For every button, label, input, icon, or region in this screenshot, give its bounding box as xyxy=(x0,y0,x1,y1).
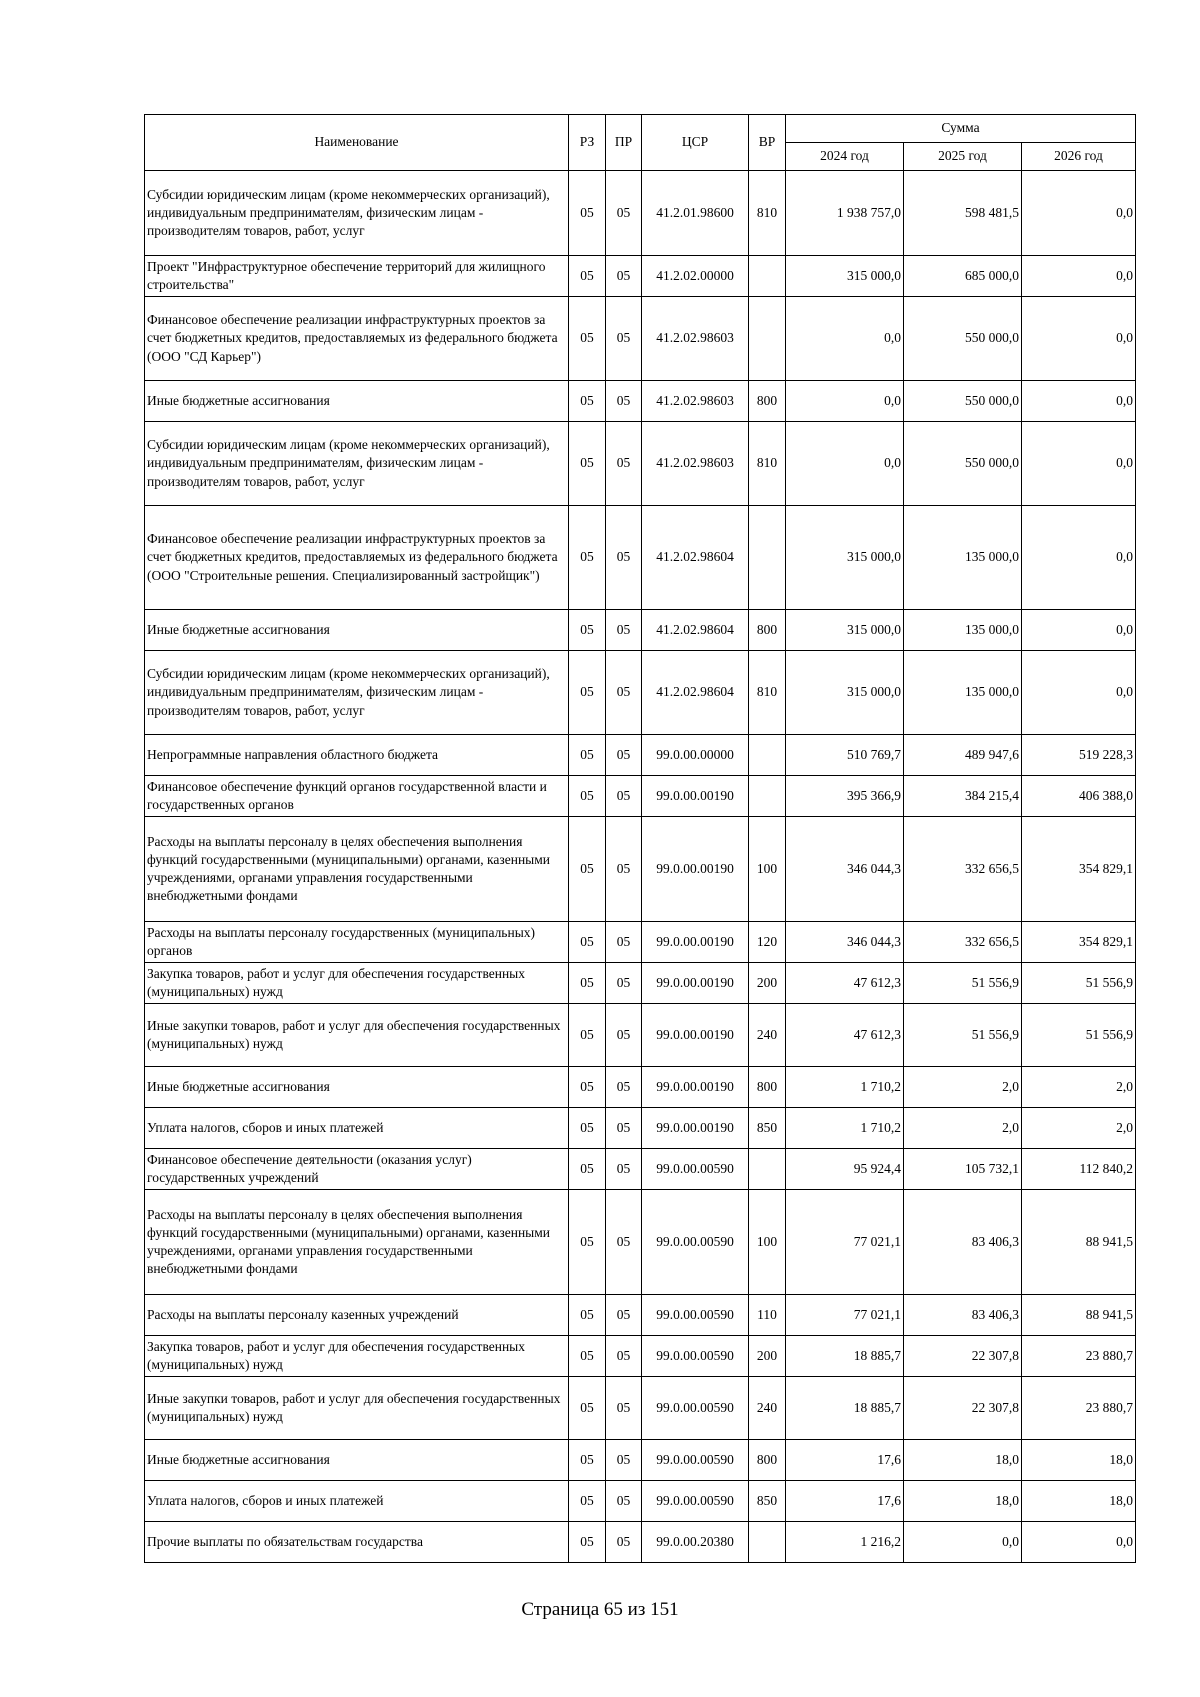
amount-2026-cell: 0,0 xyxy=(1022,651,1136,735)
vr-cell: 810 xyxy=(749,171,786,256)
rz-cell: 05 xyxy=(569,817,606,922)
page-number: Страница 65 из 151 xyxy=(521,1599,679,1620)
amount-2026-cell: 0,0 xyxy=(1022,171,1136,256)
pr-cell: 05 xyxy=(606,735,642,776)
amount-2025-cell: 0,0 xyxy=(904,1522,1022,1563)
rz-cell: 05 xyxy=(569,297,606,381)
vr-cell xyxy=(749,1149,786,1190)
row-name-cell: Уплата налогов, сборов и иных платежей xyxy=(145,1481,569,1522)
csr-cell: 41.2.02.98603 xyxy=(642,297,749,381)
row-name-cell: Иные закупки товаров, работ и услуг для обеспечения государственных (муниципальных) нужд xyxy=(145,1004,569,1067)
csr-cell: 99.0.00.00590 xyxy=(642,1295,749,1336)
amount-2026-cell: 112 840,2 xyxy=(1022,1149,1136,1190)
header-pr: ПР xyxy=(606,115,642,171)
amount-2025-cell: 598 481,5 xyxy=(904,171,1022,256)
csr-cell: 99.0.00.00190 xyxy=(642,1004,749,1067)
vr-cell: 800 xyxy=(749,610,786,651)
amount-2025-cell: 550 000,0 xyxy=(904,422,1022,506)
amount-2024-cell: 0,0 xyxy=(786,381,904,422)
amount-2026-cell: 0,0 xyxy=(1022,297,1136,381)
vr-cell: 810 xyxy=(749,651,786,735)
rz-cell: 05 xyxy=(569,1377,606,1440)
table-row xyxy=(145,171,1136,256)
pr-cell: 05 xyxy=(606,1336,642,1377)
rz-cell: 05 xyxy=(569,506,606,610)
vr-cell: 200 xyxy=(749,1336,786,1377)
vr-cell xyxy=(749,256,786,297)
pr-cell: 05 xyxy=(606,1067,642,1108)
pr-cell: 05 xyxy=(606,1440,642,1481)
amount-2025-cell: 550 000,0 xyxy=(904,381,1022,422)
vr-cell: 100 xyxy=(749,1190,786,1295)
amount-2025-cell: 550 000,0 xyxy=(904,297,1022,381)
rz-cell: 05 xyxy=(569,381,606,422)
table-body xyxy=(145,171,1136,1563)
table-row xyxy=(145,817,1136,922)
table-row xyxy=(145,963,1136,1004)
rz-cell: 05 xyxy=(569,1440,606,1481)
table-row xyxy=(145,1440,1136,1481)
amount-2026-cell: 2,0 xyxy=(1022,1108,1136,1149)
table-row xyxy=(145,1295,1136,1336)
row-name-cell: Субсидии юридическим лицам (кроме некоммерческих организаций), индивидуальным предпринимателям, физическим лицам - производителям товаров, работ, услуг xyxy=(145,171,569,256)
amount-2024-cell: 17,6 xyxy=(786,1481,904,1522)
amount-2026-cell: 0,0 xyxy=(1022,506,1136,610)
rz-cell: 05 xyxy=(569,610,606,651)
pr-cell: 05 xyxy=(606,817,642,922)
table-row xyxy=(145,1149,1136,1190)
amount-2026-cell: 0,0 xyxy=(1022,610,1136,651)
amount-2025-cell: 83 406,3 xyxy=(904,1295,1022,1336)
amount-2025-cell: 22 307,8 xyxy=(904,1377,1022,1440)
row-name-cell: Расходы на выплаты персоналу государственных (муниципальных) органов xyxy=(145,922,569,963)
csr-cell: 99.0.00.00000 xyxy=(642,735,749,776)
table-row xyxy=(145,1067,1136,1108)
pr-cell: 05 xyxy=(606,1149,642,1190)
amount-2026-cell: 406 388,0 xyxy=(1022,776,1136,817)
table-row xyxy=(145,422,1136,506)
pr-cell: 05 xyxy=(606,422,642,506)
amount-2024-cell: 77 021,1 xyxy=(786,1190,904,1295)
vr-cell: 800 xyxy=(749,1440,786,1481)
table-row xyxy=(145,297,1136,381)
amount-2026-cell: 2,0 xyxy=(1022,1067,1136,1108)
amount-2024-cell: 315 000,0 xyxy=(786,506,904,610)
amount-2025-cell: 2,0 xyxy=(904,1067,1022,1108)
csr-cell: 41.2.02.98603 xyxy=(642,422,749,506)
csr-cell: 41.2.02.98604 xyxy=(642,506,749,610)
amount-2026-cell: 51 556,9 xyxy=(1022,1004,1136,1067)
amount-2024-cell: 77 021,1 xyxy=(786,1295,904,1336)
row-name-cell: Закупка товаров, работ и услуг для обеспечения государственных (муниципальных) нужд xyxy=(145,963,569,1004)
pr-cell: 05 xyxy=(606,1481,642,1522)
csr-cell: 99.0.00.00590 xyxy=(642,1190,749,1295)
amount-2024-cell: 95 924,4 xyxy=(786,1149,904,1190)
amount-2026-cell: 519 228,3 xyxy=(1022,735,1136,776)
pr-cell: 05 xyxy=(606,963,642,1004)
rz-cell: 05 xyxy=(569,1149,606,1190)
csr-cell: 99.0.00.00190 xyxy=(642,776,749,817)
vr-cell: 240 xyxy=(749,1004,786,1067)
amount-2025-cell: 135 000,0 xyxy=(904,610,1022,651)
csr-cell: 99.0.00.00190 xyxy=(642,1067,749,1108)
rz-cell: 05 xyxy=(569,1108,606,1149)
csr-cell: 99.0.00.00590 xyxy=(642,1440,749,1481)
budget-table xyxy=(144,114,1136,1563)
amount-2025-cell: 135 000,0 xyxy=(904,506,1022,610)
amount-2026-cell: 0,0 xyxy=(1022,381,1136,422)
amount-2026-cell: 354 829,1 xyxy=(1022,922,1136,963)
amount-2025-cell: 83 406,3 xyxy=(904,1190,1022,1295)
amount-2026-cell: 23 880,7 xyxy=(1022,1336,1136,1377)
amount-2024-cell: 0,0 xyxy=(786,422,904,506)
row-name-cell: Субсидии юридическим лицам (кроме некоммерческих организаций), индивидуальным предпринимателям, физическим лицам - производителям товаров, работ, услуг xyxy=(145,651,569,735)
vr-cell: 240 xyxy=(749,1377,786,1440)
rz-cell: 05 xyxy=(569,735,606,776)
row-name-cell: Финансовое обеспечение реализации инфраструктурных проектов за счет бюджетных кредитов, предоставляемых из федерального бюджета (ООО "Строительные решения. Специализированный застройщик") xyxy=(145,506,569,610)
header-sum: Сумма xyxy=(786,115,1136,143)
vr-cell xyxy=(749,735,786,776)
pr-cell: 05 xyxy=(606,171,642,256)
amount-2025-cell: 332 656,5 xyxy=(904,817,1022,922)
row-name-cell: Иные бюджетные ассигнования xyxy=(145,381,569,422)
rz-cell: 05 xyxy=(569,1190,606,1295)
rz-cell: 05 xyxy=(569,1295,606,1336)
amount-2026-cell: 88 941,5 xyxy=(1022,1190,1136,1295)
rz-cell: 05 xyxy=(569,1004,606,1067)
pr-cell: 05 xyxy=(606,651,642,735)
csr-cell: 99.0.00.00590 xyxy=(642,1336,749,1377)
vr-cell: 110 xyxy=(749,1295,786,1336)
row-name-cell: Иные бюджетные ассигнования xyxy=(145,610,569,651)
rz-cell: 05 xyxy=(569,922,606,963)
amount-2026-cell: 354 829,1 xyxy=(1022,817,1136,922)
amount-2024-cell: 1 216,2 xyxy=(786,1522,904,1563)
csr-cell: 99.0.00.00190 xyxy=(642,922,749,963)
rz-cell: 05 xyxy=(569,256,606,297)
amount-2026-cell: 23 880,7 xyxy=(1022,1377,1136,1440)
amount-2026-cell: 0,0 xyxy=(1022,256,1136,297)
rz-cell: 05 xyxy=(569,963,606,1004)
pr-cell: 05 xyxy=(606,1522,642,1563)
row-name-cell: Расходы на выплаты персоналу в целях обеспечения выполнения функций государственными (муниципальными) органами, казенными учреждениями, органами управления государственными внебюджетными фондами xyxy=(145,1190,569,1295)
amount-2025-cell: 105 732,1 xyxy=(904,1149,1022,1190)
vr-cell: 120 xyxy=(749,922,786,963)
rz-cell: 05 xyxy=(569,1481,606,1522)
amount-2026-cell: 51 556,9 xyxy=(1022,963,1136,1004)
pr-cell: 05 xyxy=(606,922,642,963)
pr-cell: 05 xyxy=(606,1004,642,1067)
vr-cell: 850 xyxy=(749,1481,786,1522)
amount-2024-cell: 346 044,3 xyxy=(786,817,904,922)
table-row xyxy=(145,1481,1136,1522)
table-row xyxy=(145,1108,1136,1149)
vr-cell: 810 xyxy=(749,422,786,506)
row-name-cell: Субсидии юридическим лицам (кроме некоммерческих организаций), индивидуальным предпринимателям, физическим лицам - производителям товаров, работ, услуг xyxy=(145,422,569,506)
amount-2024-cell: 18 885,7 xyxy=(786,1336,904,1377)
header-rz: РЗ xyxy=(569,115,606,171)
csr-cell: 99.0.00.00190 xyxy=(642,817,749,922)
amount-2024-cell: 47 612,3 xyxy=(786,963,904,1004)
vr-cell xyxy=(749,1522,786,1563)
row-name-cell: Иные бюджетные ассигнования xyxy=(145,1067,569,1108)
table-row xyxy=(145,610,1136,651)
csr-cell: 41.2.02.98604 xyxy=(642,651,749,735)
amount-2025-cell: 22 307,8 xyxy=(904,1336,1022,1377)
table-row xyxy=(145,256,1136,297)
amount-2025-cell: 18,0 xyxy=(904,1440,1022,1481)
amount-2024-cell: 1 710,2 xyxy=(786,1108,904,1149)
csr-cell: 99.0.00.00590 xyxy=(642,1149,749,1190)
amount-2024-cell: 346 044,3 xyxy=(786,922,904,963)
amount-2024-cell: 315 000,0 xyxy=(786,256,904,297)
amount-2024-cell: 395 366,9 xyxy=(786,776,904,817)
pr-cell: 05 xyxy=(606,610,642,651)
header-name: Наименование xyxy=(145,115,569,171)
table-row xyxy=(145,381,1136,422)
row-name-cell: Финансовое обеспечение реализации инфраструктурных проектов за счет бюджетных кредитов, предоставляемых из федерального бюджета (ООО "СД Карьер") xyxy=(145,297,569,381)
vr-cell xyxy=(749,776,786,817)
row-name-cell: Прочие выплаты по обязательствам государства xyxy=(145,1522,569,1563)
amount-2025-cell: 51 556,9 xyxy=(904,1004,1022,1067)
rz-cell: 05 xyxy=(569,422,606,506)
vr-cell: 800 xyxy=(749,1067,786,1108)
table-row xyxy=(145,735,1136,776)
amount-2026-cell: 0,0 xyxy=(1022,1522,1136,1563)
vr-cell: 200 xyxy=(749,963,786,1004)
table-row xyxy=(145,1190,1136,1295)
table-row xyxy=(145,506,1136,610)
csr-cell: 99.0.00.00590 xyxy=(642,1481,749,1522)
pr-cell: 05 xyxy=(606,776,642,817)
header-csr: ЦСР xyxy=(642,115,749,171)
pr-cell: 05 xyxy=(606,1377,642,1440)
table-row xyxy=(145,651,1136,735)
rz-cell: 05 xyxy=(569,776,606,817)
amount-2024-cell: 1 938 757,0 xyxy=(786,171,904,256)
row-name-cell: Проект "Инфраструктурное обеспечение территорий для жилищного строительства" xyxy=(145,256,569,297)
row-name-cell: Закупка товаров, работ и услуг для обеспечения государственных (муниципальных) нужд xyxy=(145,1336,569,1377)
row-name-cell: Финансовое обеспечение функций органов государственной власти и государственных органов xyxy=(145,776,569,817)
table-row xyxy=(145,1522,1136,1563)
pr-cell: 05 xyxy=(606,1295,642,1336)
amount-2024-cell: 18 885,7 xyxy=(786,1377,904,1440)
table-row xyxy=(145,776,1136,817)
csr-cell: 41.2.02.98604 xyxy=(642,610,749,651)
rz-cell: 05 xyxy=(569,1336,606,1377)
amount-2025-cell: 18,0 xyxy=(904,1481,1022,1522)
amount-2024-cell: 315 000,0 xyxy=(786,610,904,651)
amount-2026-cell: 88 941,5 xyxy=(1022,1295,1136,1336)
pr-cell: 05 xyxy=(606,381,642,422)
rz-cell: 05 xyxy=(569,1522,606,1563)
amount-2025-cell: 685 000,0 xyxy=(904,256,1022,297)
row-name-cell: Расходы на выплаты персоналу казенных учреждений xyxy=(145,1295,569,1336)
amount-2024-cell: 0,0 xyxy=(786,297,904,381)
csr-cell: 41.2.02.00000 xyxy=(642,256,749,297)
vr-cell: 800 xyxy=(749,381,786,422)
header-year-2026: 2026 год xyxy=(1022,143,1136,171)
table-row xyxy=(145,1004,1136,1067)
csr-cell: 99.0.00.00590 xyxy=(642,1377,749,1440)
amount-2025-cell: 2,0 xyxy=(904,1108,1022,1149)
amount-2025-cell: 135 000,0 xyxy=(904,651,1022,735)
row-name-cell: Расходы на выплаты персоналу в целях обеспечения выполнения функций государственными (муниципальными) органами, казенными учреждениями, органами управления государственными внебюджетными фондами xyxy=(145,817,569,922)
row-name-cell: Иные бюджетные ассигнования xyxy=(145,1440,569,1481)
amount-2026-cell: 18,0 xyxy=(1022,1481,1136,1522)
vr-cell xyxy=(749,506,786,610)
header-vr: ВР xyxy=(749,115,786,171)
amount-2025-cell: 489 947,6 xyxy=(904,735,1022,776)
row-name-cell: Непрограммные направления областного бюджета xyxy=(145,735,569,776)
amount-2024-cell: 510 769,7 xyxy=(786,735,904,776)
pr-cell: 05 xyxy=(606,256,642,297)
table-row xyxy=(145,1336,1136,1377)
pr-cell: 05 xyxy=(606,1108,642,1149)
pr-cell: 05 xyxy=(606,297,642,381)
csr-cell: 41.2.01.98600 xyxy=(642,171,749,256)
header-year-2024: 2024 год xyxy=(786,143,904,171)
table-row xyxy=(145,922,1136,963)
vr-cell: 850 xyxy=(749,1108,786,1149)
table-row xyxy=(145,1377,1136,1440)
pr-cell: 05 xyxy=(606,506,642,610)
row-name-cell: Уплата налогов, сборов и иных платежей xyxy=(145,1108,569,1149)
vr-cell: 100 xyxy=(749,817,786,922)
amount-2026-cell: 0,0 xyxy=(1022,422,1136,506)
header-year-2025: 2025 год xyxy=(904,143,1022,171)
amount-2024-cell: 47 612,3 xyxy=(786,1004,904,1067)
amount-2024-cell: 17,6 xyxy=(786,1440,904,1481)
rz-cell: 05 xyxy=(569,1067,606,1108)
amount-2024-cell: 315 000,0 xyxy=(786,651,904,735)
rz-cell: 05 xyxy=(569,651,606,735)
amount-2025-cell: 384 215,4 xyxy=(904,776,1022,817)
rz-cell: 05 xyxy=(569,171,606,256)
csr-cell: 99.0.00.00190 xyxy=(642,1108,749,1149)
row-name-cell: Иные закупки товаров, работ и услуг для обеспечения государственных (муниципальных) нужд xyxy=(145,1377,569,1440)
amount-2025-cell: 332 656,5 xyxy=(904,922,1022,963)
amount-2026-cell: 18,0 xyxy=(1022,1440,1136,1481)
vr-cell xyxy=(749,297,786,381)
csr-cell: 99.0.00.20380 xyxy=(642,1522,749,1563)
amount-2024-cell: 1 710,2 xyxy=(786,1067,904,1108)
amount-2025-cell: 51 556,9 xyxy=(904,963,1022,1004)
csr-cell: 41.2.02.98603 xyxy=(642,381,749,422)
row-name-cell: Финансовое обеспечение деятельности (оказания услуг) государственных учреждений xyxy=(145,1149,569,1190)
csr-cell: 99.0.00.00190 xyxy=(642,963,749,1004)
pr-cell: 05 xyxy=(606,1190,642,1295)
